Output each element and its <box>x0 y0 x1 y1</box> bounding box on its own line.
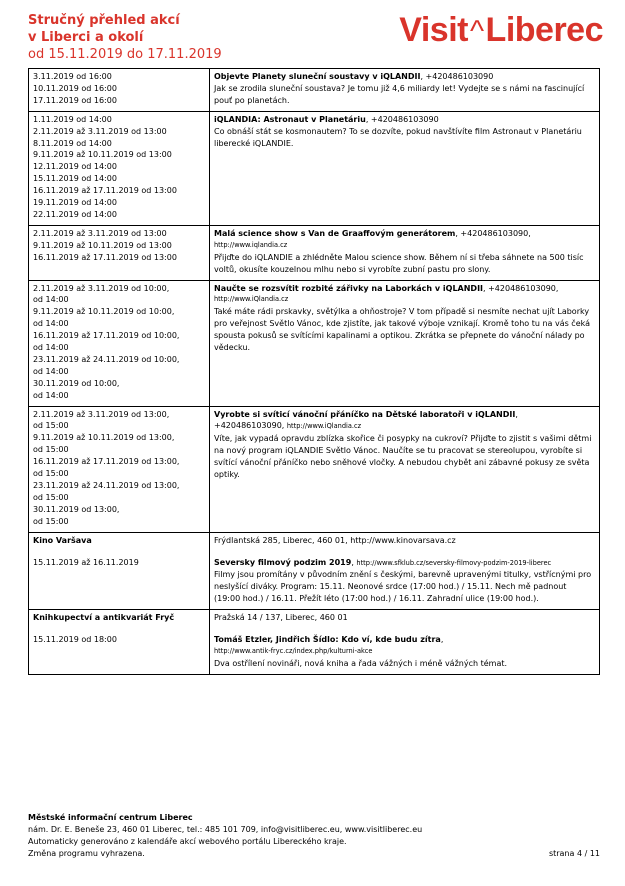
event-date: 2.11.2019 až 3.11.2019 od 13:00, <box>33 409 170 419</box>
venue-info <box>29 610 210 675</box>
venue-row <box>29 610 600 675</box>
event-date: 16.11.2019 až 17.11.2019 od 13:00, <box>33 457 180 467</box>
event-description <box>210 69 600 112</box>
event-title[interactable]: iQLANDIA: Astronaut v Planetáriu <box>214 114 366 124</box>
event-description <box>210 111 600 225</box>
page-footer <box>28 812 600 860</box>
title-line-1: Stručný přehled akcí <box>28 13 180 28</box>
event-text: Filmy jsou promítány v původním znění s českými, barevně upravenými titulky, vstřícnými pro neslyšící diváky. Program: 15.11. Neonové srdce (17:00 hod.) / 15.11. Nech mě padnout (19:00 hod.) / 16.11. Přežít léto (17:00 hod.) / 16.11. Zahradní ulice (19:00 hod.). <box>214 570 592 604</box>
event-contact: , +420486103090, <box>455 228 531 238</box>
event-title[interactable]: Malá science show s Van de Graaffovým generátorem <box>214 228 456 238</box>
event-date: 19.11.2019 od 14:00 <box>33 198 117 208</box>
event-dates <box>29 69 210 112</box>
event-row <box>29 406 600 532</box>
event-date: 1.11.2019 od 14:00 <box>33 114 112 124</box>
event-url[interactable]: http://www.sfklub.cz/seversky-filmovy-podzim-2019-liberec <box>356 558 552 567</box>
event-row <box>29 111 600 225</box>
event-contact: , <box>515 409 518 419</box>
event-date: 2.11.2019 až 3.11.2019 od 13:00 <box>33 126 167 136</box>
footer-note-generated: Automaticky generováno z kalendáře akcí webového portálu Libereckého kraje. <box>28 837 347 846</box>
event-dates <box>29 280 210 406</box>
event-text: Dva ostřílení novináři, nová kniha a řada vážných i méně vážných témat. <box>214 658 508 668</box>
footer-organization: Městské informační centrum Liberec <box>28 813 193 822</box>
event-date: 15.11.2019 od 18:00 <box>33 635 117 645</box>
logo-text-liberec: Liberec <box>485 11 603 49</box>
event-date: 23.11.2019 až 24.11.2019 od 10:00, <box>33 354 180 364</box>
event-text: Také máte rádi prskavky, světýlka a ohňostroje? V tom případě si nesmíte nechat ujít Laborky pro veřejnost Světlo Vánoc, kde zjistíte, jak takové výboje vznikají. Kromě toho tu na vás čeká spousta pokusů se svítícími kapalinami a optikou. Zkrátka se přepnete do vánoční nálady po vědecku. <box>214 307 591 353</box>
logo-caret-icon: ^ <box>469 15 484 48</box>
event-date: 16.11.2019 až 17.11.2019 od 10:00, <box>33 331 180 341</box>
page-header <box>28 12 603 68</box>
event-contact: , +420486103090 <box>365 114 439 124</box>
event-date: 23.11.2019 až 24.11.2019 od 13:00, <box>33 481 180 490</box>
event-date: 2.11.2019 až 3.11.2019 od 10:00, <box>33 283 170 293</box>
event-date: 9.11.2019 až 10.11.2019 od 10:00, <box>33 307 175 317</box>
event-description <box>210 280 600 406</box>
event-description: Frýdlantská 285, Liberec, 460 01, http://www.kinovarsava.cz Seversky filmový podzim 2019, http://www.sfklub.cz/seversky-filmovy-podzim-2019-liberec Filmy jsou promítány v původním znění s českými, barevně upravenými titulky, vstřícnými pro neslyšící diváky. Program: 15.11. Neonové srdce (17:00 hod.) / 15.11. Nech mě padnout (19:00 hod.) / 16.11. Přežít léto (17:00 hod.) / 16.11. Zahradní ulice (19:00 hod.). <box>210 532 600 610</box>
event-title[interactable]: Vyrobte si svíticí vánoční přáníčko na Dětské laboratoři v iQLANDII <box>214 409 516 419</box>
venue-name: Knihkupectví a antikvariát Fryč <box>33 613 175 623</box>
event-date: 2.11.2019 až 3.11.2019 od 13:00 <box>33 228 167 238</box>
event-title[interactable]: Naučte se rozsvítit rozbité zářivky na Laborkách v iQLANDII <box>214 283 484 293</box>
event-row <box>29 225 600 280</box>
event-date: 16.11.2019 až 17.11.2019 od 13:00 <box>33 186 177 196</box>
event-date: od 15:00 <box>33 469 69 479</box>
event-date: 30.11.2019 od 10:00, <box>33 378 120 388</box>
event-text: Víte, jak vypadá opravdu zblízka skořice či posypky na cukroví? Přijďte to zjistit s vašimi dětmi na nový program iQLANDIE Světlo Vánoc. Naučíte se tu pracovat se stereolupou, vyrobíte si svítící vánoční přáníčko nebo sněhové vločky. A nebudou chybět ani zábavné pokusy ze světa optiky. <box>214 434 592 480</box>
event-date: 3.11.2019 od 16:00 <box>33 72 112 81</box>
event-date: 9.11.2019 až 10.11.2019 od 13:00 <box>33 150 172 160</box>
event-date: 9.11.2019 až 10.11.2019 od 13:00 <box>33 240 172 250</box>
event-date: od 14:00 <box>33 295 69 305</box>
event-phone: +420486103090, <box>214 421 285 431</box>
event-date: 22.11.2019 od 14:00 <box>33 209 117 219</box>
event-url[interactable]: http://www.iqlandia.cz <box>214 240 288 249</box>
event-dates <box>29 406 210 532</box>
event-description: Pražská 14 / 137, Liberec, 460 01 Tomáš Etzler, Jindřich Šídlo: Kdo ví, kde budu zítra, http://www.antik-fryc.cz/index.php/kulturni-akce Dva ostřílení novináři, nová kniha a řada vážných i méně vážných témat. <box>210 610 600 675</box>
event-date: 10.11.2019 od 16:00 <box>33 83 117 93</box>
event-date: 12.11.2019 od 14:00 <box>33 162 117 172</box>
event-date: od 14:00 <box>33 366 69 376</box>
visit-liberec-logo <box>399 12 603 50</box>
venue-address: Frýdlantská 285, Liberec, 460 01, http://www.kinovarsava.cz <box>214 535 456 545</box>
event-description <box>210 225 600 280</box>
event-url[interactable]: http://www.iQlandia.cz <box>214 295 289 304</box>
venue-info <box>29 532 210 610</box>
event-date: 8.11.2019 od 14:00 <box>33 138 112 148</box>
event-title[interactable]: Objevte Planety sluneční soustavy v iQLANDII <box>214 72 421 81</box>
event-description <box>210 406 600 532</box>
event-date: od 15:00 <box>33 516 69 526</box>
event-text: Co obnáší stát se kosmonautem? To se dozvíte, pokud navštívíte film Astronaut v Planetáriu liberecké iQLANDIE. <box>214 126 582 148</box>
logo-text-visit: Visit <box>399 11 468 49</box>
title-date-range: od 15.11.2019 do 17.11.2019 <box>28 47 222 62</box>
event-dates <box>29 111 210 225</box>
event-date: od 14:00 <box>33 390 69 400</box>
event-url[interactable]: http://www.antik-fryc.cz/index.php/kulturni-akce <box>214 646 373 655</box>
event-row <box>29 280 600 406</box>
event-date: od 14:00 <box>33 319 69 329</box>
event-text: Jak se zrodila sluneční soustava? Je tomu již 4,6 miliardy let! Vydejte se s námi na fascinující pouť po planetách. <box>214 83 585 105</box>
event-date: 16.11.2019 až 17.11.2019 od 13:00 <box>33 252 177 262</box>
event-text: Přijďte do iQLANDIE a zhlédněte Malou science show. Během ní si třeba sáhnete na 500 tisíc voltů, okusíte kouzelnou mlhu nebo si vyrobíte zubní pastu pro slony. <box>214 252 584 274</box>
event-contact: , +420486103090, <box>483 283 559 293</box>
document-title <box>28 12 222 63</box>
event-date: 15.11.2019 od 14:00 <box>33 174 117 184</box>
events-table <box>28 68 600 675</box>
event-row <box>29 69 600 112</box>
event-date: od 15:00 <box>33 492 69 502</box>
event-contact: , +420486103090 <box>420 72 494 81</box>
title-line-2: v Liberci a okolí <box>28 30 144 45</box>
event-date: 15.11.2019 až 16.11.2019 <box>33 557 139 567</box>
event-title[interactable]: Seversky filmový podzim 2019 <box>214 557 352 567</box>
event-date: od 14:00 <box>33 343 69 353</box>
event-date: 30.11.2019 od 13:00, <box>33 504 120 514</box>
event-date: 17.11.2019 od 16:00 <box>33 95 117 105</box>
event-title[interactable]: Tomáš Etzler, Jindřich Šídlo: Kdo ví, kde budu zítra <box>214 635 441 645</box>
event-dates <box>29 225 210 280</box>
event-date: od 15:00 <box>33 445 69 455</box>
page-number: strana 4 / 11 <box>548 849 600 858</box>
event-date: 9.11.2019 až 10.11.2019 od 13:00, <box>33 433 175 443</box>
event-date: od 15:00 <box>33 421 69 431</box>
footer-note-changes: Změna programu vyhrazena. <box>28 849 145 858</box>
venue-address: Pražská 14 / 137, Liberec, 460 01 <box>214 613 348 623</box>
event-url[interactable]: http://www.iQlandia.cz <box>286 422 362 431</box>
footer-address: nám. Dr. E. Beneše 23, 460 01 Liberec, tel.: 485 101 709, info@visitliberec.eu, www.visitliberec.eu <box>28 825 423 834</box>
venue-name: Kino Varšava <box>33 535 92 545</box>
venue-row <box>29 532 600 610</box>
